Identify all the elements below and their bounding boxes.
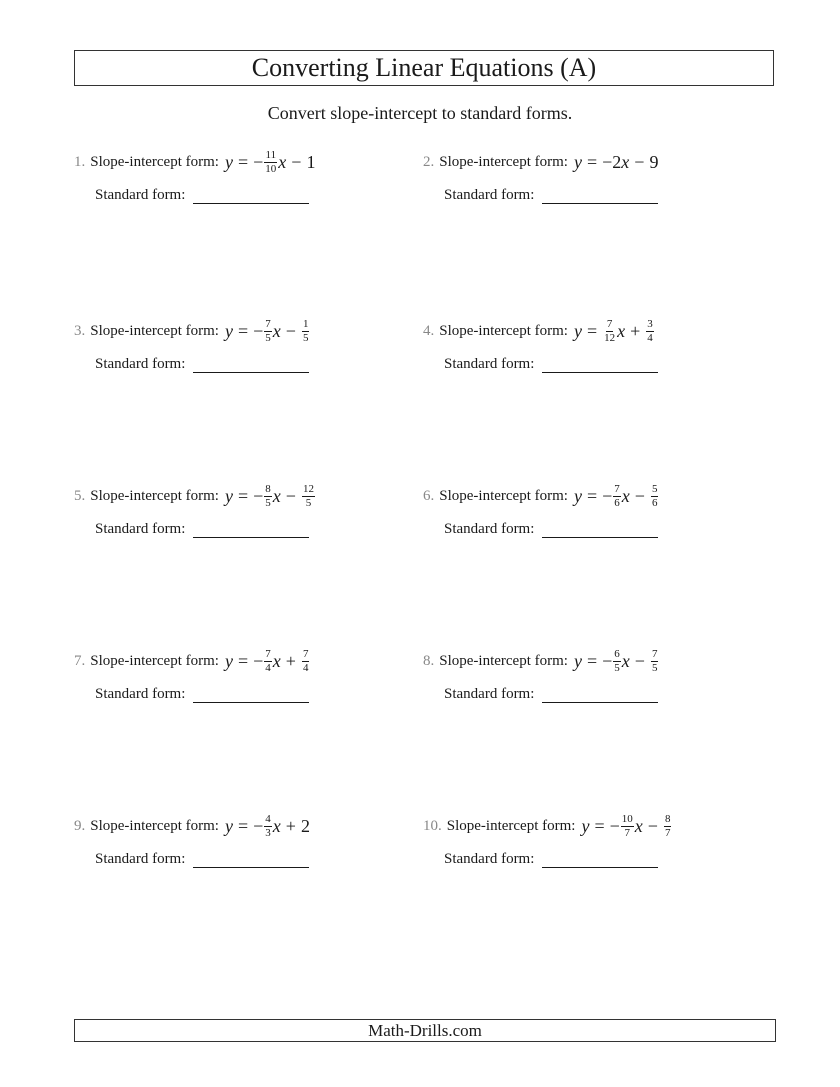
slope-denominator: 5 bbox=[614, 661, 620, 674]
problem-number: 7. bbox=[74, 652, 86, 669]
slope-numerator: 6 bbox=[614, 647, 620, 660]
slope-intercept-label: Slope-intercept form: bbox=[446, 817, 576, 834]
problem-1 bbox=[74, 147, 315, 204]
standard-form-label: Standard form: bbox=[95, 356, 186, 372]
slope-intercept-equation bbox=[225, 484, 316, 509]
eq-sign: − bbox=[253, 485, 264, 506]
slope-denominator: 5 bbox=[265, 496, 271, 509]
slope-numerator: 7 bbox=[606, 317, 613, 330]
eq-operator: − bbox=[285, 485, 296, 506]
eq-operator: − bbox=[285, 320, 296, 341]
eq-equals: = bbox=[237, 650, 249, 671]
eq-operator: − bbox=[634, 650, 645, 671]
eq-x: x bbox=[278, 151, 287, 172]
standard-form-label: Standard form: bbox=[444, 356, 535, 372]
eq-equals: = bbox=[237, 815, 249, 836]
standard-form-label: Standard form: bbox=[95, 851, 186, 867]
standard-form-label: Standard form: bbox=[95, 187, 186, 203]
eq-x: x bbox=[621, 151, 630, 172]
intercept-numerator: 8 bbox=[664, 812, 671, 825]
eq-x: x bbox=[272, 815, 281, 836]
answer-blank[interactable] bbox=[542, 523, 658, 538]
standard-form-label: Standard form: bbox=[444, 187, 535, 203]
problem-7 bbox=[74, 646, 310, 703]
intercept-numerator: 7 bbox=[651, 647, 658, 660]
slope-intercept-equation bbox=[581, 814, 672, 839]
slope-intercept-label: Slope-intercept form: bbox=[439, 487, 568, 504]
eq-operator: − bbox=[291, 151, 302, 172]
problem-2 bbox=[423, 147, 658, 204]
slope-numerator: 8 bbox=[265, 482, 271, 495]
answer-blank[interactable] bbox=[542, 189, 658, 204]
intercept-denominator: 5 bbox=[305, 496, 312, 509]
eq-y: y bbox=[224, 485, 233, 506]
eq-x: x bbox=[621, 650, 630, 671]
eq-sign: − bbox=[602, 485, 613, 506]
slope-intercept-label: Slope-intercept form: bbox=[439, 652, 568, 669]
slope-numerator: 11 bbox=[265, 148, 277, 161]
eq-x: x bbox=[272, 320, 281, 341]
slope-numerator: 7 bbox=[265, 647, 271, 660]
intercept-denominator: 4 bbox=[302, 661, 309, 674]
problem-9 bbox=[74, 811, 310, 868]
eq-y: y bbox=[581, 815, 590, 836]
slope-fraction bbox=[264, 649, 272, 674]
slope-intercept-equation bbox=[225, 814, 310, 839]
intercept-denominator: 4 bbox=[647, 331, 653, 344]
problem-4 bbox=[423, 316, 658, 373]
eq-equals: = bbox=[586, 320, 598, 341]
answer-blank[interactable] bbox=[542, 853, 658, 868]
slope-numerator: 7 bbox=[265, 317, 271, 330]
eq-intercept: 1 bbox=[306, 151, 316, 172]
intercept-fraction bbox=[646, 319, 654, 344]
eq-coefficient: 2 bbox=[612, 151, 622, 172]
intercept-numerator: 3 bbox=[647, 317, 653, 330]
eq-y: y bbox=[224, 320, 233, 341]
slope-intercept-label: Slope-intercept form: bbox=[439, 153, 568, 170]
slope-denominator: 7 bbox=[624, 826, 631, 839]
eq-operator: − bbox=[647, 815, 658, 836]
eq-equals: = bbox=[237, 320, 249, 341]
eq-equals: = bbox=[237, 151, 249, 172]
intercept-numerator: 12 bbox=[302, 482, 314, 495]
slope-numerator: 4 bbox=[265, 812, 271, 825]
slope-intercept-equation bbox=[225, 649, 310, 674]
slope-intercept-label: Slope-intercept form: bbox=[90, 153, 219, 170]
problem-6 bbox=[423, 481, 659, 538]
answer-blank[interactable] bbox=[193, 189, 309, 204]
problem-number: 2. bbox=[423, 153, 435, 170]
slope-fraction bbox=[603, 319, 616, 344]
eq-y: y bbox=[224, 151, 233, 172]
problem-8 bbox=[423, 646, 659, 703]
intercept-fraction bbox=[664, 814, 672, 839]
answer-blank[interactable] bbox=[542, 688, 658, 703]
standard-form-label: Standard form: bbox=[444, 521, 535, 537]
slope-fraction bbox=[613, 484, 621, 509]
eq-equals: = bbox=[586, 485, 598, 506]
problem-number: 1. bbox=[74, 153, 86, 170]
slope-intercept-equation bbox=[225, 319, 310, 344]
worksheet-title: Converting Linear Equations (A) bbox=[74, 50, 774, 86]
slope-intercept-label: Slope-intercept form: bbox=[439, 322, 568, 339]
problem-5 bbox=[74, 481, 316, 538]
slope-intercept-equation bbox=[574, 484, 659, 509]
slope-fraction bbox=[264, 150, 277, 175]
slope-intercept-equation bbox=[225, 150, 315, 175]
standard-form-label: Standard form: bbox=[444, 851, 535, 867]
problem-10 bbox=[423, 811, 672, 868]
eq-x: x bbox=[621, 485, 630, 506]
slope-denominator: 10 bbox=[265, 162, 277, 175]
slope-intercept-label: Slope-intercept form: bbox=[90, 322, 219, 339]
problem-number: 10. bbox=[423, 817, 442, 834]
eq-equals: = bbox=[586, 151, 598, 172]
eq-y: y bbox=[573, 485, 582, 506]
slope-intercept-equation bbox=[574, 319, 655, 344]
eq-sign: − bbox=[253, 815, 264, 836]
problem-number: 4. bbox=[423, 322, 435, 339]
intercept-numerator: 1 bbox=[302, 317, 309, 330]
slope-fraction bbox=[264, 814, 272, 839]
eq-equals: = bbox=[586, 650, 598, 671]
eq-x: x bbox=[617, 320, 626, 341]
slope-denominator: 4 bbox=[265, 661, 271, 674]
eq-sign: − bbox=[253, 320, 264, 341]
intercept-denominator: 6 bbox=[651, 496, 658, 509]
instructions: Convert slope-intercept to standard forms. bbox=[267, 103, 573, 123]
eq-y: y bbox=[224, 815, 233, 836]
eq-y: y bbox=[224, 650, 233, 671]
problem-number: 3. bbox=[74, 322, 86, 339]
eq-intercept: 9 bbox=[649, 151, 659, 172]
intercept-numerator: 7 bbox=[302, 647, 309, 660]
intercept-numerator: 5 bbox=[651, 482, 658, 495]
standard-form-label: Standard form: bbox=[95, 686, 186, 702]
intercept-denominator: 5 bbox=[651, 661, 658, 674]
problem-number: 8. bbox=[423, 652, 435, 669]
eq-y: y bbox=[573, 650, 582, 671]
problem-3 bbox=[74, 316, 310, 373]
eq-operator: − bbox=[634, 485, 645, 506]
eq-sign: − bbox=[253, 151, 264, 172]
eq-sign: − bbox=[602, 151, 613, 172]
slope-intercept-label: Slope-intercept form: bbox=[90, 652, 219, 669]
slope-fraction bbox=[613, 649, 621, 674]
intercept-fraction bbox=[651, 484, 659, 509]
slope-intercept-equation bbox=[574, 152, 658, 173]
eq-y: y bbox=[573, 320, 582, 341]
slope-numerator: 10 bbox=[621, 812, 633, 825]
eq-sign: − bbox=[609, 815, 620, 836]
problem-number: 5. bbox=[74, 487, 86, 504]
answer-blank[interactable] bbox=[193, 688, 309, 703]
eq-operator: + bbox=[630, 320, 641, 341]
intercept-fraction bbox=[651, 649, 659, 674]
slope-fraction bbox=[621, 814, 634, 839]
slope-intercept-label: Slope-intercept form: bbox=[90, 817, 219, 834]
intercept-denominator: 7 bbox=[664, 826, 671, 839]
eq-x: x bbox=[272, 485, 281, 506]
answer-blank[interactable] bbox=[542, 358, 658, 373]
slope-denominator: 12 bbox=[604, 331, 616, 344]
slope-intercept-equation bbox=[574, 649, 659, 674]
standard-form-label: Standard form: bbox=[95, 521, 186, 537]
slope-fraction bbox=[264, 319, 272, 344]
eq-sign: − bbox=[602, 650, 613, 671]
problem-number: 6. bbox=[423, 487, 435, 504]
eq-intercept: 2 bbox=[300, 815, 310, 836]
slope-denominator: 3 bbox=[265, 826, 271, 839]
answer-blank[interactable] bbox=[193, 523, 309, 538]
answer-blank[interactable] bbox=[193, 853, 309, 868]
eq-operator: − bbox=[634, 151, 645, 172]
eq-y: y bbox=[573, 151, 582, 172]
standard-form-label: Standard form: bbox=[444, 686, 535, 702]
slope-denominator: 5 bbox=[265, 331, 271, 344]
intercept-fraction bbox=[302, 319, 310, 344]
eq-operator: + bbox=[285, 815, 296, 836]
eq-x: x bbox=[272, 650, 281, 671]
problem-number: 9. bbox=[74, 817, 86, 834]
intercept-fraction bbox=[302, 649, 310, 674]
slope-intercept-label: Slope-intercept form: bbox=[90, 487, 219, 504]
eq-operator: + bbox=[285, 650, 296, 671]
intercept-denominator: 5 bbox=[302, 331, 309, 344]
eq-equals: = bbox=[237, 485, 249, 506]
slope-denominator: 6 bbox=[614, 496, 620, 509]
slope-fraction bbox=[264, 484, 272, 509]
eq-sign: − bbox=[253, 650, 264, 671]
slope-numerator: 7 bbox=[614, 482, 620, 495]
eq-x: x bbox=[634, 815, 643, 836]
intercept-fraction bbox=[302, 484, 315, 509]
answer-blank[interactable] bbox=[193, 358, 309, 373]
eq-equals: = bbox=[594, 815, 605, 836]
footer-source: Math-Drills.com bbox=[74, 1019, 776, 1042]
